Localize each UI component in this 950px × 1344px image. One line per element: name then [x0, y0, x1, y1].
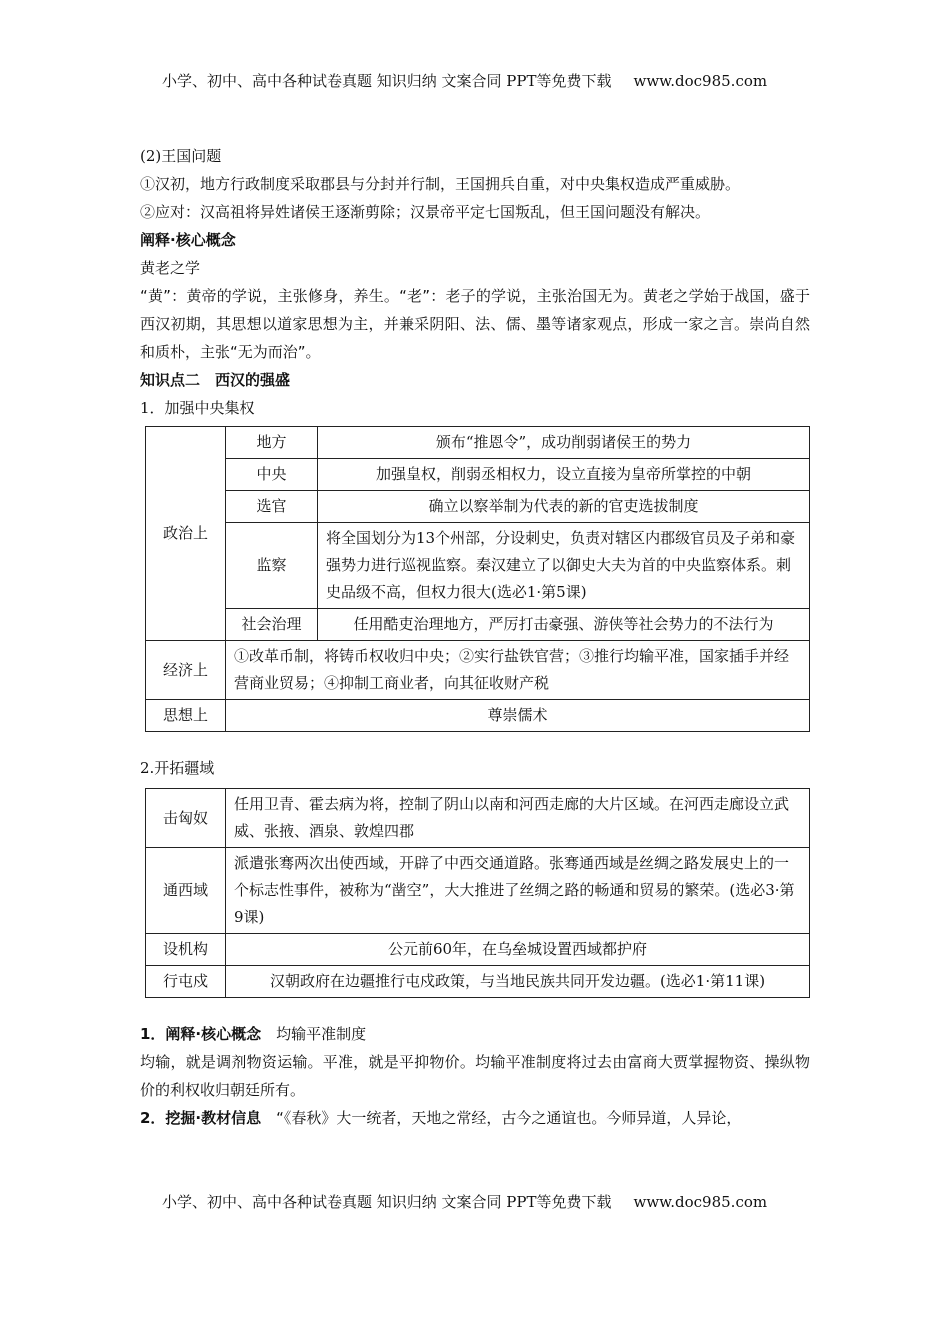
table-cell: 加强皇权，削弱丞相权力，设立直接为皇帝所掌控的中朝 — [318, 459, 810, 491]
table-row — [146, 609, 810, 641]
footer-text: 小学、初中、高中各种试卷真题 知识归纳 文案合同 PPT等免费下载 — [162, 1193, 612, 1211]
table-cell: 思想上 — [146, 700, 226, 732]
table-cell: 政治上 — [146, 427, 226, 641]
centralization-table — [145, 426, 810, 732]
page-content — [140, 142, 810, 1132]
territory-table — [145, 788, 810, 998]
table-row — [146, 641, 810, 700]
page-footer — [162, 1191, 767, 1212]
table-cell: 设机构 — [146, 934, 226, 966]
table-cell: 经济上 — [146, 641, 226, 700]
table-cell: 派遣张骞两次出使西域，开辟了中西交通道路。张骞通西域是丝绸之路发展史上的一个标志性事件，被称为“凿空”，大大推进了丝绸之路的畅通和贸易的繁荣。(选必3·第9课) — [226, 848, 810, 934]
table-row — [146, 934, 810, 966]
subsection-title: 2.开拓疆域 — [140, 759, 215, 777]
table-cell: 将全国划分为13个州部，分设刺史，负责对辖区内郡级官员及子弟和豪强势力进行巡视监察。秦汉建立了以御史大夫为首的中央监察体系。刺史品级不高，但权力很大(选必1·第5课) — [318, 523, 810, 609]
header-site[interactable]: www.doc985.com — [633, 72, 768, 90]
table-row — [146, 459, 810, 491]
table-cell: 选官 — [226, 491, 318, 523]
table-cell: 公元前60年，在乌垒城设置西域都护府 — [226, 934, 810, 966]
header-text: 小学、初中、高中各种试卷真题 知识归纳 文案合同 PPT等免费下载 — [162, 72, 612, 90]
table-row — [146, 700, 810, 732]
table-cell: 颁布“推恩令”，成功削弱诸侯王的势力 — [318, 427, 810, 459]
excavate-label: 2．挖掘·教材信息 — [140, 1109, 262, 1127]
table-row — [146, 848, 810, 934]
table-cell: 尊崇儒术 — [226, 700, 810, 732]
subsection-title: 1．加强中央集权 — [140, 399, 255, 417]
concept-term: 黄老之学 — [140, 259, 201, 277]
section-title: (2)王国问题 — [140, 147, 222, 165]
excavate-line — [140, 1104, 810, 1132]
table-cell: 监察 — [226, 523, 318, 609]
table-row — [146, 789, 810, 848]
knowledge-point-title: 知识点二 西汉的强盛 — [140, 371, 291, 389]
concept-heading: 阐释·核心概念 — [140, 231, 236, 249]
table-cell: 中央 — [226, 459, 318, 491]
table-cell: 行屯戍 — [146, 966, 226, 998]
table-row — [146, 427, 810, 459]
table-row — [146, 523, 810, 609]
table-cell: 汉朝政府在边疆推行屯戍政策，与当地民族共同开发边疆。(选必1·第11课) — [226, 966, 810, 998]
paragraph: ②应对：汉高祖将异姓诸侯王逐渐剪除；汉景帝平定七国叛乱，但王国问题没有解决。 — [140, 203, 711, 221]
table-cell: 通西域 — [146, 848, 226, 934]
table-cell: 社会治理 — [226, 609, 318, 641]
page-header — [162, 70, 767, 91]
table-cell: 任用酷吏治理地方，严厉打击豪强、游侠等社会势力的不法行为 — [318, 609, 810, 641]
concept-term: 均输平准制度 — [276, 1025, 367, 1043]
table-cell: ①改革币制，将铸币权收归中央；②实行盐铁官营；③推行均输平准，国家插手并经营商业贸易；④抑制工商业者，向其征收财产税 — [226, 641, 810, 700]
footer-site[interactable]: www.doc985.com — [633, 1193, 768, 1211]
paragraph: ①汉初，地方行政制度采取郡县与分封并行制，王国拥兵自重，对中央集权造成严重威胁。 — [140, 175, 741, 193]
table-cell: 任用卫青、霍去病为将，控制了阴山以南和河西走廊的大片区域。在河西走廊设立武威、张掖、酒泉、敦煌四郡 — [226, 789, 810, 848]
table-row — [146, 966, 810, 998]
table-cell: 地方 — [226, 427, 318, 459]
table-row — [146, 491, 810, 523]
concept-line — [140, 1020, 810, 1048]
excavate-body: “《春秋》大一统者，天地之常经，古今之通谊也。今师异道，人异论， — [276, 1109, 742, 1127]
table-cell: 击匈奴 — [146, 789, 226, 848]
concept-body: “黄”：黄帝的学说，主张修身，养生。“老”：老子的学说，主张治国无为。黄老之学始于战国，盛于西汉初期，其思想以道家思想为主，并兼采阴阳、法、儒、墨等诸家观点，形成一家之言。崇尚自然和质朴，主张“无为而治”。 — [140, 287, 810, 361]
concept-body: 均输，就是调剂物资运输。平准，就是平抑物价。均输平准制度将过去由富商大贾掌握物资、操纵物价的利权收归朝廷所有。 — [140, 1053, 810, 1099]
table-cell: 确立以察举制为代表的新的官吏选拔制度 — [318, 491, 810, 523]
concept-label: 1．阐释·核心概念 — [140, 1025, 262, 1043]
